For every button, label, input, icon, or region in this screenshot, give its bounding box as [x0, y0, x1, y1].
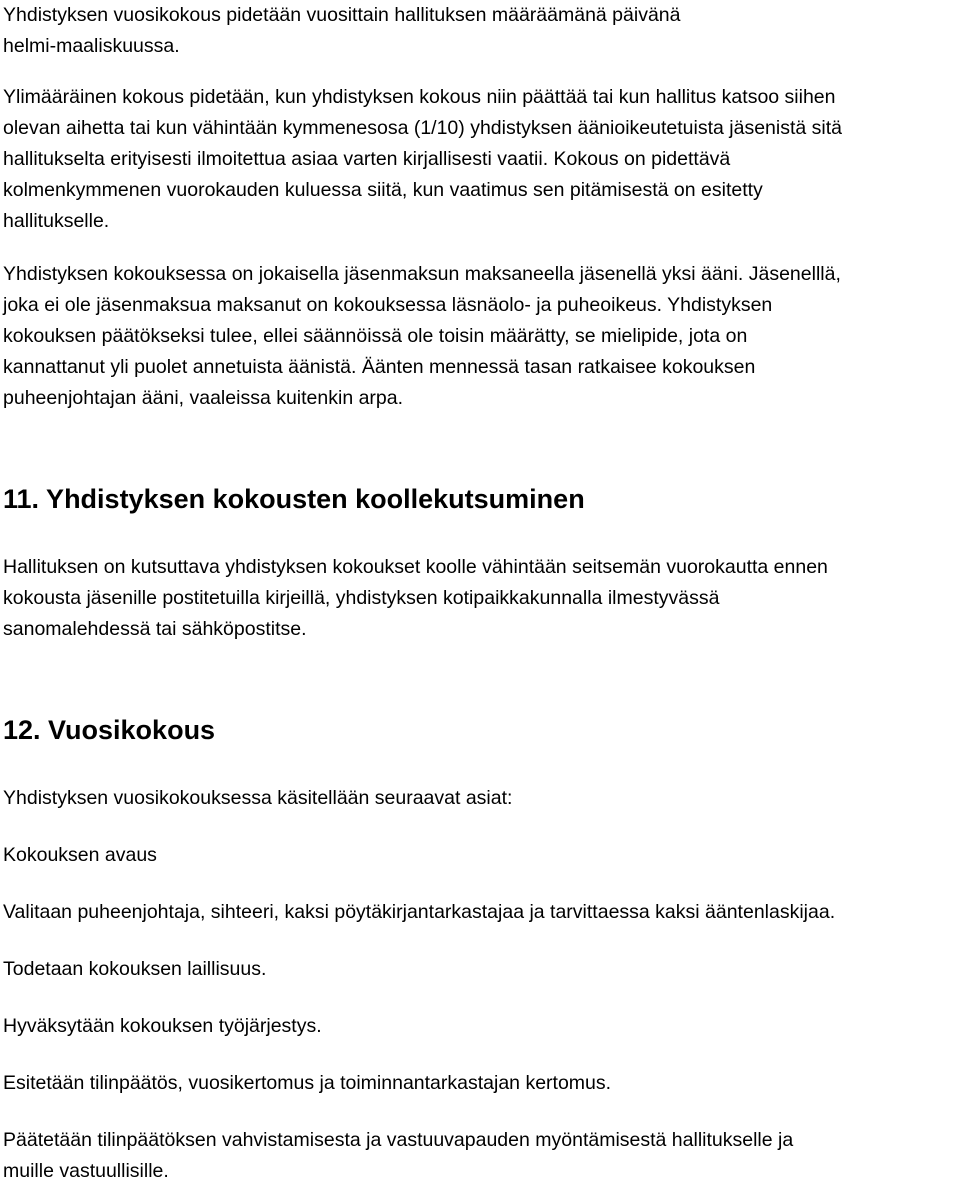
extra-meeting-paragraph: Ylimääräinen kokous pidetään, kun yhdistyksen kokous niin päättää tai kun hallitus katsoo siihen olevan aihetta tai kun vähintään kymmenesosa (1/10) yhdistyksen äänioikeutetuista jäsenistä sitä hallitukselta erityisesti ilmoitettua asiaa varten kirjallisesti vaatii. Kokous on pidettävä kolmenkymmenen vuorokauden kuluessa siitä, kun vaatimus sen pitämisestä on esitetty hallitukselle.	[3, 86, 842, 232]
intro-paragraph: Yhdistyksen vuosikokous pidetään vuosittain hallituksen määräämänä päivänä helmi-maaliskuussa.	[3, 4, 681, 57]
agenda-item: Esitetään tilinpäätös, vuosikertomus ja toiminnantarkastajan kertomus.	[3, 1072, 612, 1094]
agenda-item: Päätetään tilinpäätöksen vahvistamisesta ja vastuuvapauden myöntämisestä hallitukselle ja muille vastuullisille.	[3, 1129, 794, 1182]
agenda-item: Hyväksytään kokouksen työjärjestys.	[3, 1015, 322, 1037]
section-12-heading: 12. Vuosikokous	[3, 715, 216, 745]
voting-paragraph: Yhdistyksen kokouksessa on jokaisella jäsenmaksun maksaneella jäsenellä yksi ääni. Jäsenelllä, joka ei ole jäsenmaksua maksanut on kokouksessa läsnäolo- ja puheoikeus. Yhdistyksen kokouksen päätökseksi tulee, ellei säännöissä ole toisin määrätty, se mielipide, jota on kannattanut yli puolet annetuista äänistä. Äänten mennessä tasan ratkaisee kokouksen puheenjohtajan ääni, vaaleissa kuitenkin arpa.	[3, 263, 841, 409]
agenda-item: Valitaan puheenjohtaja, sihteeri, kaksi pöytäkirjantarkastajaa ja tarvittaessa kaksi ääntenlaskijaa.	[3, 901, 836, 923]
section-11-heading: 11. Yhdistyksen kokousten koollekutsuminen	[3, 484, 585, 514]
document-page	[3, 0, 959, 1187]
section-11-body: Hallituksen on kutsuttava yhdistyksen kokoukset koolle vähintään seitsemän vuorokautta ennen kokousta jäsenille postitetuilla kirjeillä, yhdistyksen kotipaikkakunnalla ilmestyvässä sanomalehdessä tai sähköpostitse.	[3, 556, 828, 640]
section-12-lead: Yhdistyksen vuosikokouksessa käsitellään seuraavat asiat:	[3, 787, 513, 809]
agenda-item: Todetaan kokouksen laillisuus.	[3, 958, 267, 980]
agenda-item: Kokouksen avaus	[3, 844, 157, 866]
